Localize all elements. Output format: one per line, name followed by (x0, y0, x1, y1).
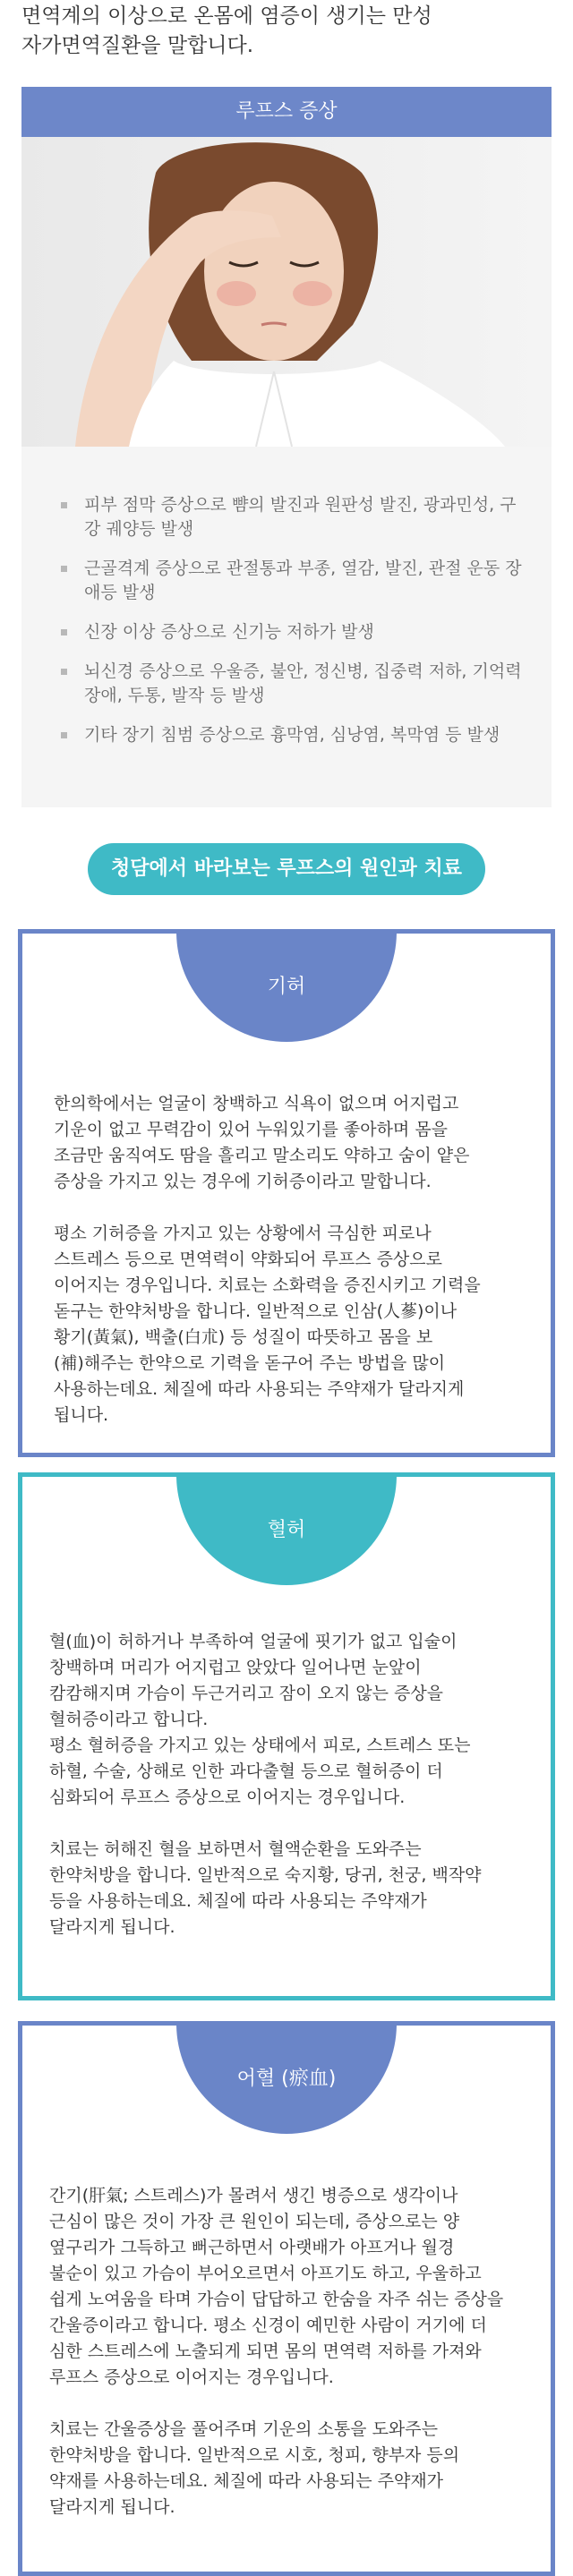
card-hyeolhuh (18, 1472, 555, 2000)
list-item: 피부 점막 증상으로 뺨의 발진과 원판성 발진, 광과민성, 구강 궤양등 발생 (59, 493, 525, 542)
card-paragraph: 치료는 간울증상을 풀어주며 기운의 소통을 도와주는 한약처방을 합니다. 일반적으로 시호, 청피, 향부자 등의 약재를 사용하는데요. 체질에 따라 사용되는 주약재가 달라지게 됩니다. (49, 2419, 460, 2517)
square-bullet-icon (61, 669, 67, 675)
card-paragraph: 평소 기허증을 가지고 있는 상황에서 극심한 피로나 스트레스 등으로 면역력이 약화되어 루프스 증상으로 이어지는 경우입니다. 치료는 소화력을 증진시키고 기력을 돋구는 한약처방을 합니다. 일반적으로 인삼(人蔘)이나 황기(黃氣), 백출(白朮) 등 성질이 따뜻하고 몸을 보 (補)해주는 한약으로 기력을 돋구어 주는 방법을 많이 사용하는데요. 체질에 따라 사용되는 주약재가 달라지게 됩니다. (54, 1224, 481, 1425)
section-heading-pill: 청담에서 바라보는 루프스의 원인과 치료 (88, 843, 485, 895)
square-bullet-icon (61, 732, 67, 738)
intro-text (0, 0, 573, 63)
symptom-photo (21, 137, 552, 447)
card-paragraph: 혈(血)이 허하거나 부족하여 얼굴에 핏기가 없고 입술이 창백하며 머리가 어지럽고 앉았다 일어나면 눈앞이 캄캄해지며 가슴이 두근거리고 잠이 오지 않는 증상을 혈허증이라고 합니다. 평소 혈허증을 가지고 있는 상태에서 피로, 스트레스 또는 하혈, 수술, 상해로 인한 과다출혈 등으로 혈허증이 더 심화되어 루프스 증상으로 이어지는 경우입니다. (49, 1632, 471, 1807)
list-item: 기타 장기 침범 증상으로 흉막염, 심낭염, 복막염 등 발생 (59, 723, 525, 747)
list-item: 뇌신경 증상으로 우울증, 불안, 정신병, 집중력 저하, 기억력 장애, 두통, 발작 등 발생 (59, 660, 525, 708)
card-paragraph: 치료는 허해진 혈을 보하면서 혈액순환을 도와주는 한약처방을 합니다. 일반적으로 숙지황, 당귀, 천궁, 백작약 등을 사용하는데요. 체질에 따라 사용되는 주약재가 달라지게 됩니다. (49, 1839, 482, 1937)
symptom-list (21, 447, 552, 807)
symptoms-title: 루프스 증상 (21, 87, 552, 137)
card-paragraph: 간기(肝氣; 스트레스)가 몰려서 생긴 병증으로 생각이나 근심이 많은 것이 가장 큰 원인이 되는데, 증상으로는 양 옆구리가 그득하고 뻐근하면서 아랫배가 아프거나 월경 불순이 있고 가슴이 부어오르면서 아프기도 하고, 우울하고 쉽게 노여움을 타며 가슴이 답답하고 한숨을 자주 쉬는 증상을 간울증이라고 합니다. 평소 신경이 예민한 사람이 거기에 더 심한 스트레스에 노출되게 되면 몸의 면역력 저하를 가져와 루프스 증상으로 이어지는 경우입니다. (49, 2186, 504, 2387)
card-body (54, 1091, 524, 1454)
card-body (49, 1629, 524, 1966)
square-bullet-icon (61, 502, 67, 508)
card-title: 혈허 (267, 1519, 306, 1541)
woman-headache-illustration (21, 137, 552, 447)
square-bullet-icon (61, 566, 67, 572)
section-heading-wrap (0, 843, 573, 895)
card-paragraph: 한의학에서는 얼굴이 창백하고 식욕이 없으며 어지럽고 기운이 없고 무력감이 있어 누워있기를 좋아하며 몸을 조금만 움직여도 땀을 흘리고 말소리도 약하고 숨이 얕은 증상을 가지고 있는 경우에 기허증이라고 말합니다. (54, 1094, 470, 1191)
intro-line-2: 자가면역질환을 말합니다. (21, 34, 254, 57)
card-title: 어혈 (瘀血) (236, 2068, 337, 2090)
card-eohyeol (18, 2021, 555, 2576)
list-item: 신장 이상 증상으로 신기능 저하가 발생 (59, 620, 525, 644)
square-bullet-icon (61, 629, 67, 635)
card-title: 기허 (267, 976, 306, 998)
card-body (49, 2183, 524, 2546)
symptoms-box (21, 87, 552, 807)
list-item: 근골격계 증상으로 관절통과 부종, 열감, 발진, 관절 운동 장애등 발생 (59, 557, 525, 605)
card-gihuh (18, 929, 555, 1457)
intro-line-1: 면역계의 이상으로 온몸에 염증이 생기는 만성 (21, 4, 432, 28)
